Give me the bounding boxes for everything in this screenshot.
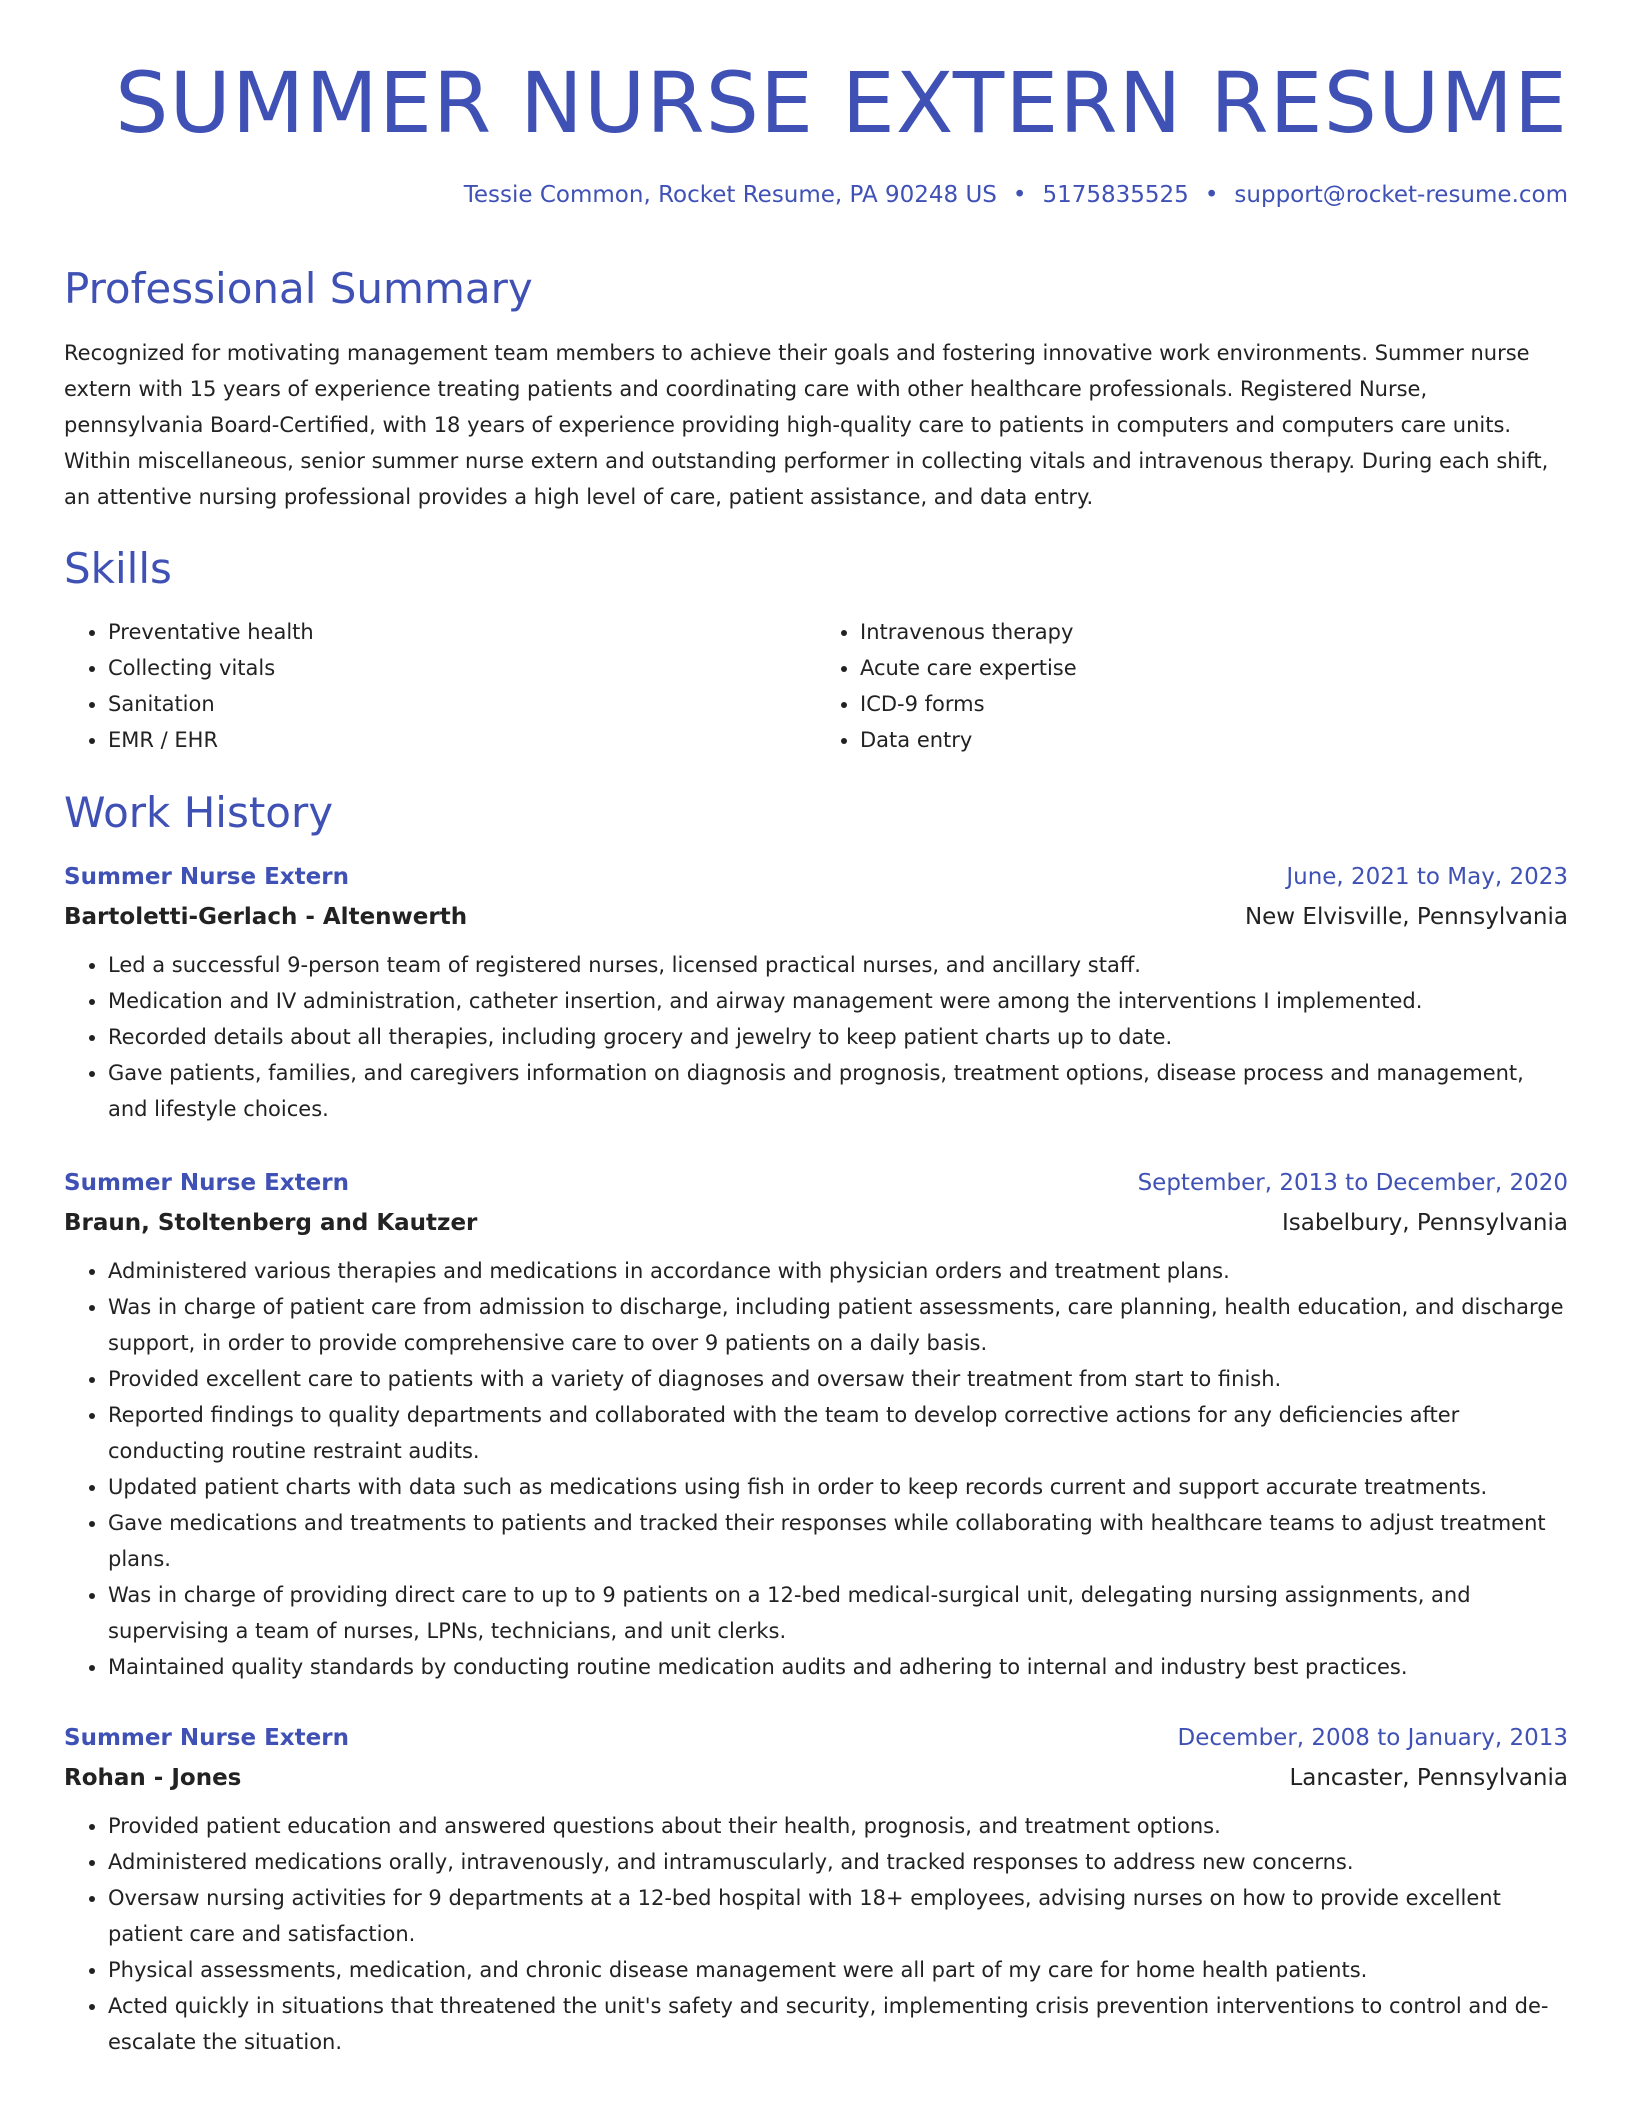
job-bullet: • Administered various therapies and medications in accordance with physician orders and treatment plans. bbox=[108, 1253, 1568, 1289]
job-bullets bbox=[64, 1808, 1568, 2060]
job-company-row bbox=[64, 1203, 1568, 1243]
skill-item: • Collecting vitals bbox=[108, 650, 816, 686]
job-title-row bbox=[64, 857, 1568, 897]
job-bullet: • Was in charge of patient care from admission to discharge, including patient assessments, care planning, health education, and discharge support, in order to provide comprehensive care to over 9 patients on a daily basis. bbox=[108, 1289, 1568, 1361]
job-entry bbox=[64, 1718, 1568, 2060]
job-bullet: • Gave patients, families, and caregivers information on diagnosis and prognosis, treatment options, disease process and management, and lifestyle choices. bbox=[108, 1055, 1568, 1127]
skill-item: • Data entry bbox=[860, 722, 1568, 758]
job-entry bbox=[64, 857, 1568, 1127]
job-bullet: • Gave medications and treatments to patients and tracked their responses while collaborating with healthcare teams to adjust treatment plans. bbox=[108, 1505, 1568, 1577]
job-company-row bbox=[64, 1758, 1568, 1798]
skill-item: • ICD-9 forms bbox=[860, 686, 1568, 722]
job-location: Isabelbury, Pennsylvania bbox=[1282, 1210, 1568, 1236]
contact-line bbox=[464, 180, 1568, 210]
job-bullet: • Physical assessments, medication, and chronic disease management were all part of my care for home health patients. bbox=[108, 1952, 1568, 1988]
skill-item: • Preventative health bbox=[108, 614, 816, 650]
job-location: New Elvisville, Pennsylvania bbox=[1244, 904, 1568, 930]
job-bullet: • Medication and IV administration, catheter insertion, and airway management were among the interventions I implemented. bbox=[108, 983, 1568, 1019]
job-company: Rohan - Jones bbox=[64, 1765, 242, 1791]
skills-column-right bbox=[816, 614, 1568, 758]
job-bullet: • Reported findings to quality departments and collaborated with the team to develop corrective actions for any deficiencies after conducting routine restraint audits. bbox=[108, 1397, 1568, 1469]
skill-item: • Sanitation bbox=[108, 686, 816, 722]
job-dates: December, 2008 to January, 2013 bbox=[1177, 1725, 1568, 1751]
job-title-row bbox=[64, 1163, 1568, 1203]
skills-heading: Skills bbox=[64, 544, 172, 593]
skill-item: • EMR / EHR bbox=[108, 722, 816, 758]
job-company-row bbox=[64, 897, 1568, 937]
skills-list bbox=[64, 614, 1568, 758]
contact-address: Tessie Common, Rocket Resume, PA 90248 US bbox=[463, 182, 997, 208]
skills-column-left bbox=[64, 614, 816, 758]
contact-separator: • bbox=[1012, 182, 1027, 208]
job-bullet: • Acted quickly in situations that threatened the unit's safety and security, implementing crisis prevention interventions to control and de-escalate the situation. bbox=[108, 1988, 1568, 2060]
work-history-heading: Work History bbox=[64, 788, 334, 837]
job-bullet: • Led a successful 9-person team of registered nurses, licensed practical nurses, and ancillary staff. bbox=[108, 947, 1568, 983]
job-bullet: • Oversaw nursing activities for 9 departments at a 12-bed hospital with 18+ employees, advising nurses on how to provide excellent patient care and satisfaction. bbox=[108, 1880, 1568, 1952]
job-bullet: • Administered medications orally, intravenously, and intramuscularly, and tracked responses to address new concerns. bbox=[108, 1844, 1568, 1880]
job-location: Lancaster, Pennsylvania bbox=[1289, 1765, 1568, 1791]
job-title-row bbox=[64, 1718, 1568, 1758]
job-bullets bbox=[64, 947, 1568, 1127]
skill-item: • Acute care expertise bbox=[860, 650, 1568, 686]
job-dates: June, 2021 to May, 2023 bbox=[1286, 864, 1568, 890]
job-entry bbox=[64, 1163, 1568, 1685]
job-bullets bbox=[64, 1253, 1568, 1685]
job-bullet: • Maintained quality standards by conducting routine medication audits and adhering to internal and industry best practices. bbox=[108, 1649, 1568, 1685]
job-company: Braun, Stoltenberg and Kautzer bbox=[64, 1210, 478, 1236]
contact-separator: • bbox=[1204, 182, 1219, 208]
job-company: Bartoletti-Gerlach - Altenwerth bbox=[64, 904, 468, 930]
job-bullet: • Updated patient charts with data such as medications using fish in order to keep records current and support accurate treatments. bbox=[108, 1469, 1568, 1505]
job-bullet: • Recorded details about all therapies, including grocery and jewelry to keep patient charts up to date. bbox=[108, 1019, 1568, 1055]
summary-heading: Professional Summary bbox=[64, 264, 533, 313]
job-title: Summer Nurse Extern bbox=[64, 1725, 349, 1751]
contact-phone: 5175835525 bbox=[1042, 182, 1189, 208]
job-dates: September, 2013 to December, 2020 bbox=[1137, 1170, 1568, 1196]
job-title: Summer Nurse Extern bbox=[64, 864, 349, 890]
job-bullet: • Was in charge of providing direct care to up to 9 patients on a 12-bed medical-surgical unit, delegating nursing assignments, and supervising a team of nurses, LPNs, technicians, and unit clerks. bbox=[108, 1577, 1568, 1649]
contact-email: support@rocket-resume.com bbox=[1234, 182, 1568, 208]
summary-text: Recognized for motivating management team members to achieve their goals and fostering innovative work environments. Summer nurse extern with 15 years of experience treating patients and coordinating care with other healthcare professionals. Registered Nurse, pennsylvania Board-Certified, with 18 years of experience providing high-quality care to patients in computers and computers care units. Within miscellaneous, senior summer nurse extern and outstanding performer in collecting vitals and intravenous therapy. During each shift, an attentive nursing professional provides a high level of care, patient assistance, and data entry. bbox=[64, 341, 1549, 509]
job-bullet: • Provided patient education and answered questions about their health, prognosis, and treatment options. bbox=[108, 1808, 1568, 1844]
resume-title: SUMMER NURSE EXTERN RESUME bbox=[115, 54, 1568, 152]
skill-item: • Intravenous therapy bbox=[860, 614, 1568, 650]
job-title: Summer Nurse Extern bbox=[64, 1170, 349, 1196]
job-bullet: • Provided excellent care to patients with a variety of diagnoses and oversaw their treatment from start to finish. bbox=[108, 1361, 1568, 1397]
